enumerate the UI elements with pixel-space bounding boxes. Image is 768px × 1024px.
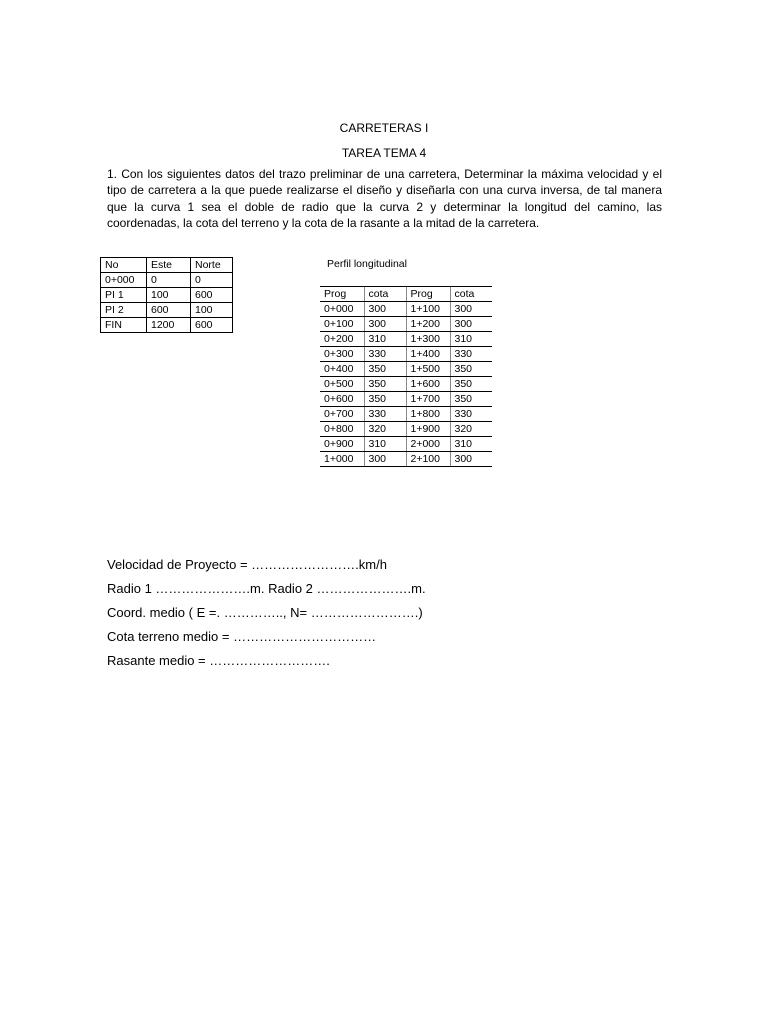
table-cell: 600: [147, 303, 191, 318]
table-cell: 1200: [147, 318, 191, 333]
table-row: [320, 347, 492, 362]
table-header-cell: cota: [364, 287, 406, 302]
table-cell: 0+500: [320, 377, 364, 392]
table-cell: 1+000: [320, 452, 364, 467]
table-cell: 310: [450, 332, 492, 347]
table-cell: 600: [191, 288, 233, 303]
table-cell: 1+200: [406, 317, 450, 332]
table-cell: 100: [191, 303, 233, 318]
table-header-cell: Prog: [406, 287, 450, 302]
table-cell: 330: [450, 407, 492, 422]
table-row: [320, 332, 492, 347]
table-cell: 310: [450, 437, 492, 452]
table-cell: 1+900: [406, 422, 450, 437]
table-cell: 1+400: [406, 347, 450, 362]
table-header-row: [320, 287, 492, 302]
table-cell: 350: [364, 392, 406, 407]
table-cell: 310: [364, 437, 406, 452]
table-cell: 0+000: [101, 273, 147, 288]
table-cell: 320: [364, 422, 406, 437]
table-cell: 2+100: [406, 452, 450, 467]
table-cell: 0+400: [320, 362, 364, 377]
table-row: [320, 392, 492, 407]
table-cell: 330: [450, 347, 492, 362]
table-cell: 0+000: [320, 302, 364, 317]
table-cell: 1+600: [406, 377, 450, 392]
table-cell: 0+300: [320, 347, 364, 362]
table-header-cell: Prog: [320, 287, 364, 302]
table-row: [320, 362, 492, 377]
table-cell: 0+100: [320, 317, 364, 332]
coordinates-table: [100, 257, 233, 333]
table-cell: 1+500: [406, 362, 450, 377]
table-cell: 0+800: [320, 422, 364, 437]
design-speed-line: Velocidad de Proyecto = …………………….km/h: [107, 557, 387, 572]
table-row: [320, 377, 492, 392]
problem-statement: 1. Con los siguientes datos del trazo preliminar de una carretera, Determinar la máxima velocidad y el tipo de carretera a la que puede realizarse el diseño y diseñarla con una curva inversa, de tal manera que la curva 1 sea el doble de radio que la curva 2 y determinar la longitud del camino, las coordenadas, la cota del terreno y la cota de la rasante a la mitad de la carretera.: [107, 167, 662, 230]
table-cell: 300: [450, 317, 492, 332]
table-cell: 1+700: [406, 392, 450, 407]
table-cell: 300: [364, 452, 406, 467]
table-row: [101, 303, 233, 318]
table-cell: 300: [450, 302, 492, 317]
table-cell: 0: [147, 273, 191, 288]
table-cell: PI 1: [101, 288, 147, 303]
table-cell: 320: [450, 422, 492, 437]
table-cell: 100: [147, 288, 191, 303]
table-cell: 0+900: [320, 437, 364, 452]
answer-section: [107, 555, 426, 675]
table-cell: 0: [191, 273, 233, 288]
table-header-cell: Norte: [191, 258, 233, 273]
table-cell: 2+000: [406, 437, 450, 452]
table-row: [320, 302, 492, 317]
table-row: [101, 318, 233, 333]
table-cell: 300: [364, 317, 406, 332]
table-cell: 330: [364, 407, 406, 422]
assignment-title: TAREA TEMA 4: [341, 146, 427, 160]
table-row: [101, 288, 233, 303]
table-cell: FIN: [101, 318, 147, 333]
mid-coordinates-line: Coord. medio ( E =. ………….., N= …………………….): [107, 605, 423, 620]
table-row: [320, 437, 492, 452]
table-cell: 310: [364, 332, 406, 347]
course-title: CARRETERAS I: [339, 121, 429, 135]
grade-elevation-line: Rasante medio = ……………………….: [107, 653, 330, 668]
table-cell: 300: [364, 302, 406, 317]
profile-caption: Perfil longitudinal: [327, 258, 407, 270]
table-row: [101, 273, 233, 288]
table-cell: 0+600: [320, 392, 364, 407]
table-row: [320, 407, 492, 422]
table-cell: 350: [450, 377, 492, 392]
profile-table: [320, 286, 492, 467]
table-cell: 350: [364, 362, 406, 377]
table-row: [320, 422, 492, 437]
table-cell: 600: [191, 318, 233, 333]
table-cell: 1+300: [406, 332, 450, 347]
table-cell: 350: [450, 362, 492, 377]
table-cell: 0+700: [320, 407, 364, 422]
table-cell: 300: [450, 452, 492, 467]
table-cell: 350: [450, 392, 492, 407]
table-row: [320, 317, 492, 332]
radius-line: Radio 1 ………………….m. Radio 2 ………………….m.: [107, 581, 426, 596]
table-cell: 0+200: [320, 332, 364, 347]
table-cell: 1+800: [406, 407, 450, 422]
table-header-cell: Este: [147, 258, 191, 273]
terrain-elevation-line: Cota terreno medio = ……………………………: [107, 629, 377, 644]
table-header-cell: cota: [450, 287, 492, 302]
table-cell: PI 2: [101, 303, 147, 318]
table-header-row: [101, 258, 233, 273]
table-cell: 1+100: [406, 302, 450, 317]
table-row: [320, 452, 492, 467]
table-cell: 330: [364, 347, 406, 362]
table-header-cell: No: [101, 258, 147, 273]
table-cell: 350: [364, 377, 406, 392]
